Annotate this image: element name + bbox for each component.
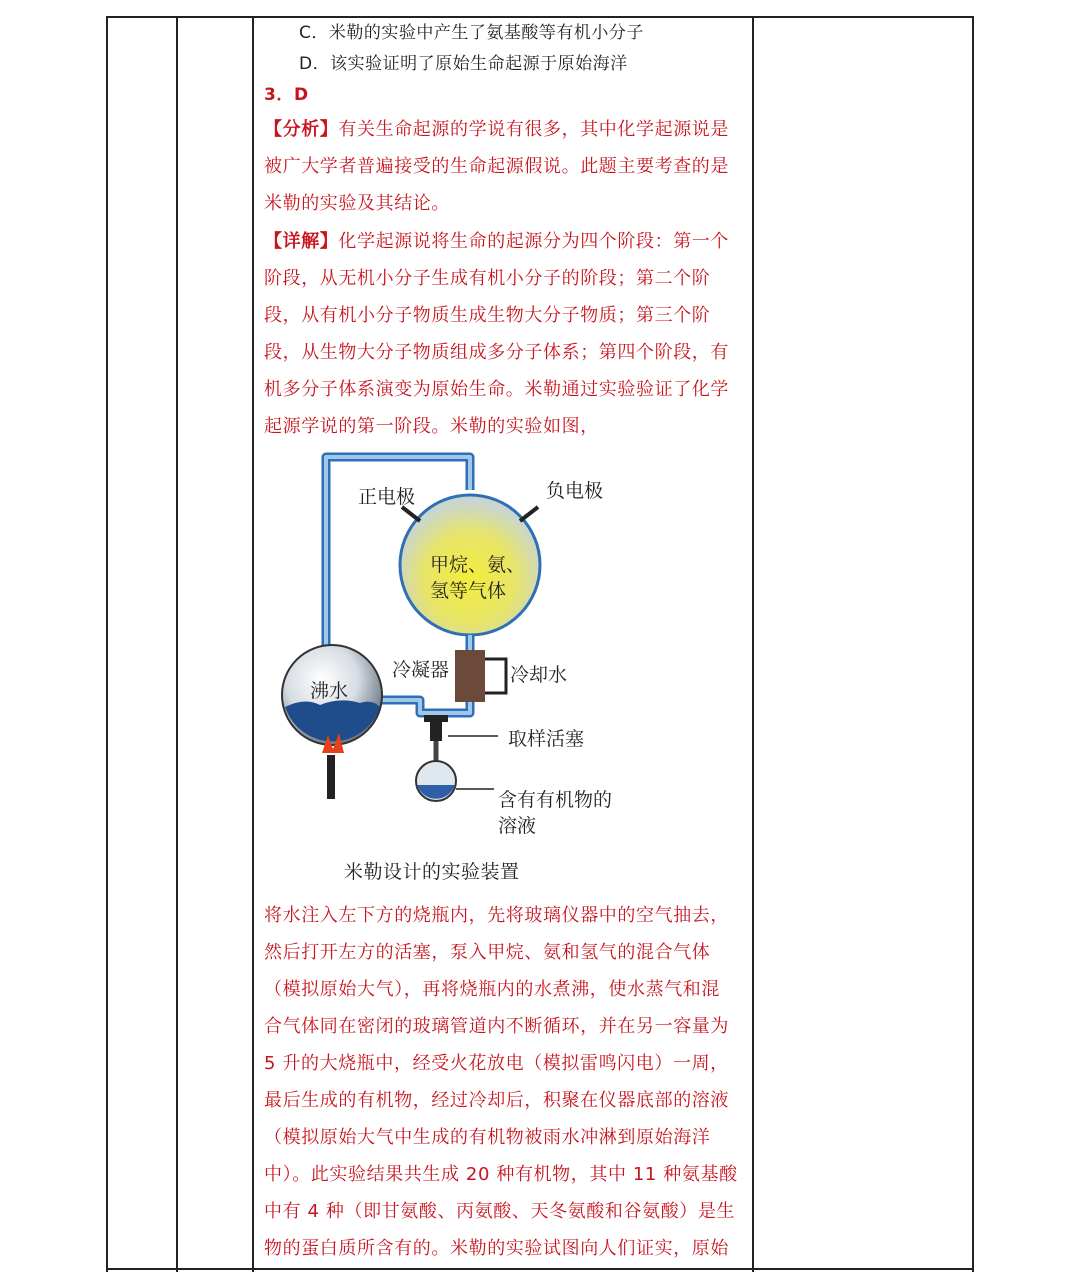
- detail-line: [264, 227, 729, 253]
- cooling-water-tube: [485, 659, 506, 693]
- explanation-line: 合气体同在密闭的玻璃管道内不断循环，并在另一容量为: [264, 1016, 729, 1037]
- explanation-line: （模拟原始大气），再将烧瓶内的水煮沸，使水蒸气和混: [264, 979, 720, 1000]
- option-d: D．该实验证明了原始生命起源于原始海洋: [299, 54, 628, 74]
- analysis-line: 被广大学者普遍接受的生命起源假说。此题主要考查的是: [264, 156, 729, 177]
- positive-electrode-icon: [402, 507, 420, 521]
- explanation-line: 然后打开左方的活塞，泵入甲烷、氨和氢气的混合气体: [264, 942, 711, 963]
- analysis-line: 米勒的实验及其结论。: [264, 193, 450, 214]
- detail-line: 机多分子体系演变为原始生命。米勒通过实验验证了化学: [264, 379, 729, 400]
- explanation-line: 中）。此实验结果共生成 20 种有机物，其中 11 种氨基酸: [264, 1164, 738, 1185]
- table-border-col4: [752, 16, 754, 1272]
- table-bottom-border: [106, 1268, 974, 1270]
- solution-label-line1: 含有有机物的: [498, 789, 613, 811]
- analysis-tag: 【分析】: [264, 119, 339, 140]
- burner-icon: [327, 755, 335, 799]
- positive-electrode-label: 正电极: [358, 486, 416, 508]
- analysis-text: 有关生命起源的学说有很多，其中化学起源说是: [338, 119, 730, 140]
- gas-label-line1: 甲烷、氨、: [430, 554, 526, 576]
- table-border-col3: [252, 16, 254, 1272]
- sampling-valve-label: 取样活塞: [508, 728, 585, 750]
- negative-electrode-label: 负电极: [546, 480, 604, 502]
- explanation-line: 物的蛋白质所含有的。米勒的实验试图向人们证实，原始: [264, 1238, 729, 1259]
- table-border-col2: [176, 16, 178, 1272]
- explanation-line: 最后生成的有机物，经过冷却后，积聚在仪器底部的溶液: [264, 1090, 729, 1111]
- explanation-line: 中有 4 种（即甘氨酸、丙氨酸、天冬氨酸和谷氨酸）是生: [264, 1201, 736, 1222]
- table-border-left: [106, 16, 108, 1272]
- detail-line: 阶段，从无机小分子生成有机小分子的阶段；第二个阶: [264, 268, 711, 289]
- boiling-water-fill: [285, 700, 380, 741]
- figure-caption: 米勒设计的实验装置: [344, 861, 520, 883]
- explanation-line: 将水注入左下方的烧瓶内，先将玻璃仪器中的空气抽去，: [264, 905, 729, 926]
- cooling-water-label: 冷却水: [510, 664, 568, 686]
- negative-electrode-icon: [520, 507, 538, 521]
- gas-label-line2: 氢等气体: [430, 580, 507, 602]
- sampling-valve-handle: [424, 715, 448, 722]
- solution-label-line2: 溶液: [498, 815, 537, 837]
- table-border-right: [972, 16, 974, 1272]
- detail-line: 起源学说的第一阶段。米勒的实验如图，: [264, 416, 599, 437]
- option-c: C．米勒的实验中产生了氨基酸等有机小分子: [299, 23, 644, 43]
- explanation-line: 5 升的大烧瓶中，经受火花放电（模拟雷鸣闪电）一周，: [264, 1053, 729, 1074]
- detail-line: 段，从有机小分子物质生成生物大分子物质；第三个阶: [264, 305, 711, 326]
- condenser-label: 冷凝器: [392, 659, 450, 681]
- detail-tag: 【详解】: [264, 231, 339, 252]
- analysis-line: [264, 115, 729, 141]
- boiling-water-label: 沸水: [310, 680, 349, 702]
- detail-line: 段，从生物大分子物质组成多分子体系；第四个阶段，有: [264, 342, 729, 363]
- detail-text: 化学起源说将生命的起源分为四个阶段：第一个: [338, 231, 730, 252]
- condenser-icon: [455, 650, 485, 702]
- explanation-line: （模拟原始大气中生成的有机物被雨水冲淋到原始海洋: [264, 1127, 711, 1148]
- answer-label: 3．D: [264, 85, 309, 105]
